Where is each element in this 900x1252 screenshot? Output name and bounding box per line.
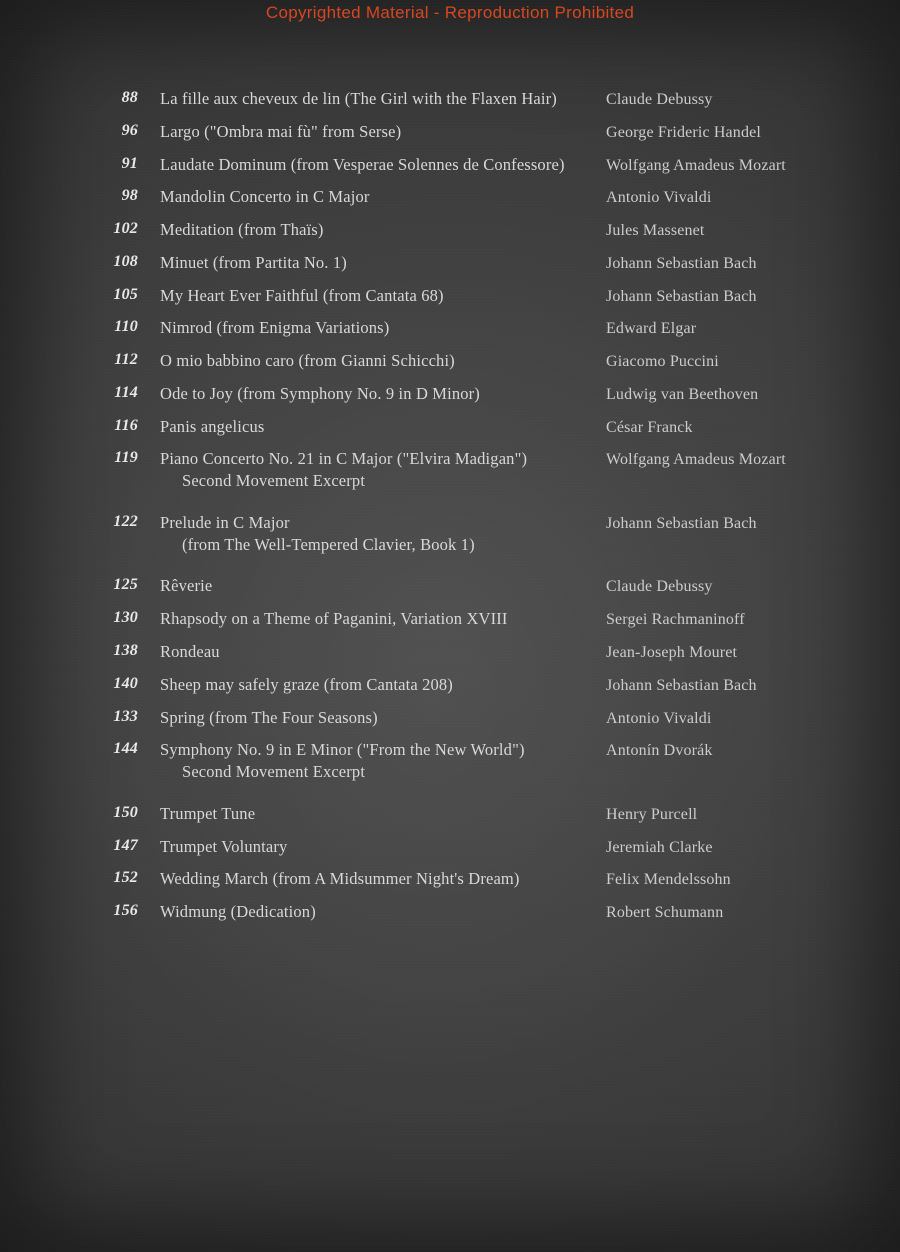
toc-entry-page-number: 91 [121,154,138,172]
toc-entry-title: Prelude in C Major (from The Well-Tempered Clavier, Book 1) [138,512,606,556]
toc-entry-page-number: 147 [113,836,138,854]
toc-entry-composer: Giacomo Puccini [606,353,719,371]
toc-entry-composer: César Franck [606,418,693,436]
toc-entry-title: Laudate Dominum (from Vesperae Solennes de Confessore) [160,154,565,174]
toc-entry-title: Piano Concerto No. 21 in C Major ("Elvira Madigan") Second Movement Excerpt [138,448,606,492]
toc-entry-page-number: 114 [114,383,138,401]
toc-entry-title: Rondeau [160,642,220,662]
toc-entry-composer: Edward Elgar [606,320,697,338]
toc-entry [96,901,836,923]
toc-entry-page-number: 102 [113,220,138,238]
toc-entry [96,803,836,825]
toc-entry-title: Sheep may safely graze (from Cantata 208) [160,674,453,694]
toc-entry [96,739,836,783]
toc-entry-composer: Wolfgang Amadeus Mozart [606,451,786,469]
toc-entry [96,868,836,890]
toc-entry-composer: Robert Schumann [606,904,724,922]
toc-entry-page-number: 156 [113,902,138,920]
toc-entry-title: Largo ("Ombra mai fù" from Serse) [160,121,402,141]
toc-entry [96,383,836,405]
toc-entry-title: Nimrod (from Enigma Variations) [160,318,390,338]
toc-entry-composer: Johann Sebastian Bach [606,676,757,694]
toc-entry-page-number: 152 [113,869,138,887]
toc-entry-page-number: 133 [113,707,138,725]
toc-entry-title: Meditation (from Thaïs) [160,220,324,240]
toc-entry [96,608,836,630]
toc-entry-composer: Johann Sebastian Bach [606,254,757,272]
toc-entry-title: Symphony No. 9 in E Minor ("From the New World") Second Movement Excerpt [138,739,606,783]
toc-entry-page-number: 108 [113,252,138,270]
toc-entry-title: O mio babbino caro (from Gianni Schicchi) [160,351,455,371]
toc-entry [96,219,836,241]
toc-entry-page-number: 122 [113,512,138,530]
toc-entry-title: Widmung (Dedication) [160,902,316,922]
toc-entry-composer: Felix Mendelssohn [606,871,731,889]
toc-entry-composer: Antonín Dvorák [606,742,713,760]
toc-entry [96,641,836,663]
toc-entry-page-number: 125 [113,576,138,594]
toc-entry-page-number: 116 [114,416,138,434]
toc-entry-composer: Johann Sebastian Bach [606,514,757,532]
toc-entry [96,285,836,307]
toc-entry [96,350,836,372]
toc-entry-page-number: 140 [113,674,138,692]
toc-entry [96,186,836,208]
toc-entry-composer: Johann Sebastian Bach [606,287,757,305]
toc-entry-page-number: 110 [114,318,138,336]
toc-entry-composer: Jean-Joseph Mouret [606,644,738,662]
toc-entry-page-number: 130 [113,609,138,627]
toc-entry-composer: George Frideric Handel [606,123,761,141]
toc-entry-title: Trumpet Voluntary [160,836,288,856]
toc-entry-composer: Henry Purcell [606,805,698,823]
toc-entry-title: Spring (from The Four Seasons) [160,707,378,727]
toc-entry-page-number: 150 [113,803,138,821]
table-of-contents [96,88,836,934]
toc-entry [96,88,836,110]
toc-entry-title: Rhapsody on a Theme of Paganini, Variation XVIII [160,609,508,629]
toc-entry-title-continuation: Second Movement Excerpt [182,762,366,782]
copyright-watermark: Copyrighted Material - Reproduction Prohibited [265,3,635,22]
toc-entry [96,416,836,438]
toc-entry-page-number: 96 [121,121,138,139]
toc-entry-composer: Claude Debussy [606,91,713,108]
toc-entry [96,448,836,492]
toc-entry-page-number: 138 [113,642,138,660]
toc-entry-page-number: 119 [114,449,138,467]
toc-entry-title: Mandolin Concerto in C Major [160,187,370,207]
toc-entry [96,575,836,597]
toc-entry-title: La fille aux cheveux de lin (The Girl with the Flaxen Hair) [160,89,557,108]
toc-entry-composer: Claude Debussy [606,578,713,596]
toc-entry-composer: Sergei Rachmaninoff [606,611,745,629]
toc-entry-title: Wedding March (from A Midsummer Night's Dream) [160,869,520,889]
toc-entry-page-number: 112 [114,351,138,369]
toc-entry-composer: Wolfgang Amadeus Mozart [606,156,786,174]
toc-entry-composer: Antonio Vivaldi [606,189,712,207]
toc-entry-page-number: 98 [121,187,138,205]
toc-entry-title: Panis angelicus [160,416,265,436]
toc-entry-title: My Heart Ever Faithful (from Cantata 68) [160,285,444,305]
toc-entry-title: Ode to Joy (from Symphony No. 9 in D Minor) [160,383,480,403]
toc-entry [96,836,836,858]
toc-entry-page-number: 105 [113,285,138,303]
toc-entry-title-continuation: Second Movement Excerpt [182,471,366,491]
toc-entry [96,252,836,274]
toc-entry [96,674,836,696]
toc-entry-title-continuation: (from The Well-Tempered Clavier, Book 1) [182,534,475,554]
toc-entry [96,154,836,176]
toc-entry-title: Minuet (from Partita No. 1) [160,252,347,272]
toc-entry-composer: Ludwig van Beethoven [606,385,759,403]
toc-entry-composer: Jules Massenet [606,222,705,240]
toc-entry-page-number: 88 [121,89,138,106]
toc-entry-title: Trumpet Tune [160,803,256,823]
toc-entry [96,121,836,143]
toc-entry-composer: Antonio Vivaldi [606,709,712,727]
toc-entry-composer: Jeremiah Clarke [606,838,713,856]
toc-entry [96,317,836,339]
toc-entry-page-number: 144 [113,740,138,758]
toc-entry-title: Rêverie [160,576,213,596]
toc-entry [96,707,836,729]
toc-entry [96,512,836,556]
